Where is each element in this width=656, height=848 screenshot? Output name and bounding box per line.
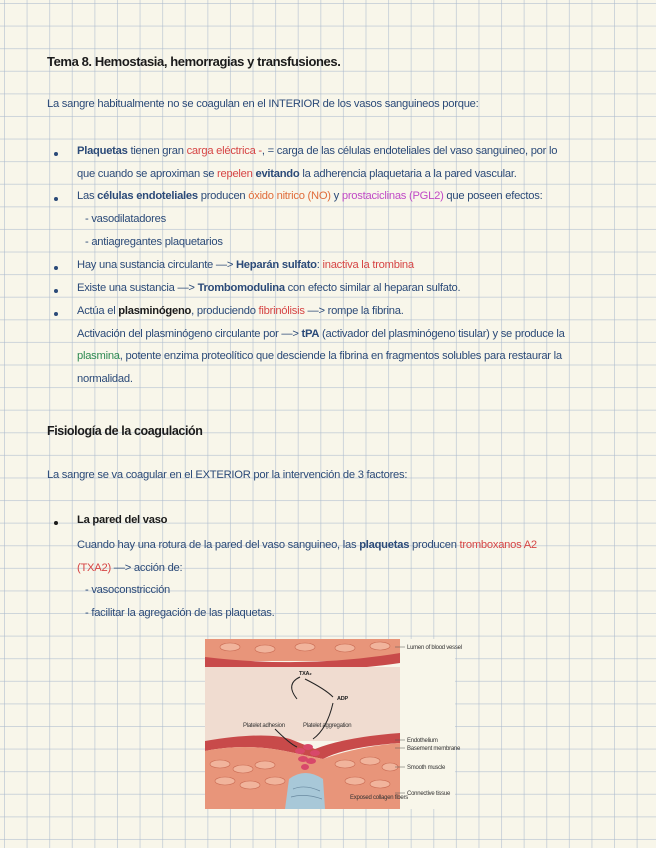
bullet-dot: [54, 266, 58, 270]
label-platelet-adhesion: Platelet adhesion: [243, 723, 285, 729]
label-smooth-muscle: Smooth muscle: [407, 765, 446, 771]
bullet-plasminogeno: Actúa el plasminógeno, produciendo fibrinólisis —> rompe la fibrina.: [77, 305, 404, 317]
label-adp: ADP: [337, 696, 348, 702]
bullet-dot: [54, 312, 58, 316]
sub-item-vasoconstriccion: - vasoconstricción: [85, 584, 171, 596]
bullet-plaquetas-cont: que cuando se aproximan se repelen evitando la adherencia plaquetaria a la pared vascular.: [77, 168, 517, 180]
section-intro: La sangre se va coagular en el EXTERIOR por la intervención de 3 factores:: [47, 469, 408, 481]
vessel-lumen: [205, 667, 400, 741]
plasmina-text: plasmina, potente enzima proteolítico que desciende la fibrina en fragmentos solubles para restaurar la: [77, 350, 562, 362]
item-pared-vaso: La pared del vaso: [77, 514, 168, 526]
sub-item-antiagregantes: - antiagregantes plaquetarios: [85, 236, 223, 248]
sub-item-agregacion: - facilitar la agregación de las plaquetas.: [85, 607, 275, 619]
pared-vaso-line2: (TXA2) —> acción de:: [77, 562, 183, 574]
normalidad-text: normalidad.: [77, 373, 133, 385]
section-heading-fisiologia: Fisiología de la coagulación: [47, 424, 203, 438]
bullet-dot: [54, 289, 58, 293]
label-endothelium: Endothelium: [407, 738, 438, 744]
bullet-dot: [54, 197, 58, 201]
bullet-celulas-endoteliales: Las células endoteliales producen óxido nitrico (NO) y prostaciclinas (PGL2) que poseen efectos:: [77, 190, 543, 202]
label-txa2: TXA₂: [299, 671, 312, 677]
pared-vaso-line1: Cuando hay una rotura de la pared del vaso sanguineo, las plaquetas producen tromboxanos A2: [77, 539, 537, 551]
intro-text: La sangre habitualmente no se coagulan en el INTERIOR de los vasos sanguineos porque:: [47, 98, 479, 110]
plasminogeno-activacion: Activación del plasminógeno circulante por —> tPA (activador del plasminógeno tisular) y se produce la: [77, 328, 565, 340]
bullet-dot: [54, 152, 58, 156]
label-connective: Connective tissue: [407, 791, 451, 797]
label-lumen: Lumen of blood vessel: [407, 645, 462, 651]
page-title: Tema 8. Hemostasia, hemorragias y transfusiones.: [47, 54, 341, 69]
vessel-injury-illustration: [205, 639, 462, 809]
bullet-trombomodulina: Existe una sustancia —> Trombomodulina con efecto similar al heparan sulfato.: [77, 282, 461, 294]
label-platelet-aggregation: Platelet aggregation: [303, 723, 352, 729]
bullet-plaquetas: Plaquetas tienen gran carga eléctrica -, = carga de las células endoteliales del vaso sanguineo, por lo: [77, 145, 558, 157]
bullet-dot: [54, 521, 58, 525]
bullet-heparan: Hay una sustancia circulante —> Heparán sulfato: inactiva la trombina: [77, 259, 414, 271]
exposed-collagen: [285, 773, 325, 809]
label-exposed-collagen: Exposed collagen fibers: [350, 795, 408, 801]
label-basement: Basement membrane: [407, 746, 461, 752]
sub-item-vasodilatadores: - vasodilatadores: [85, 213, 166, 225]
